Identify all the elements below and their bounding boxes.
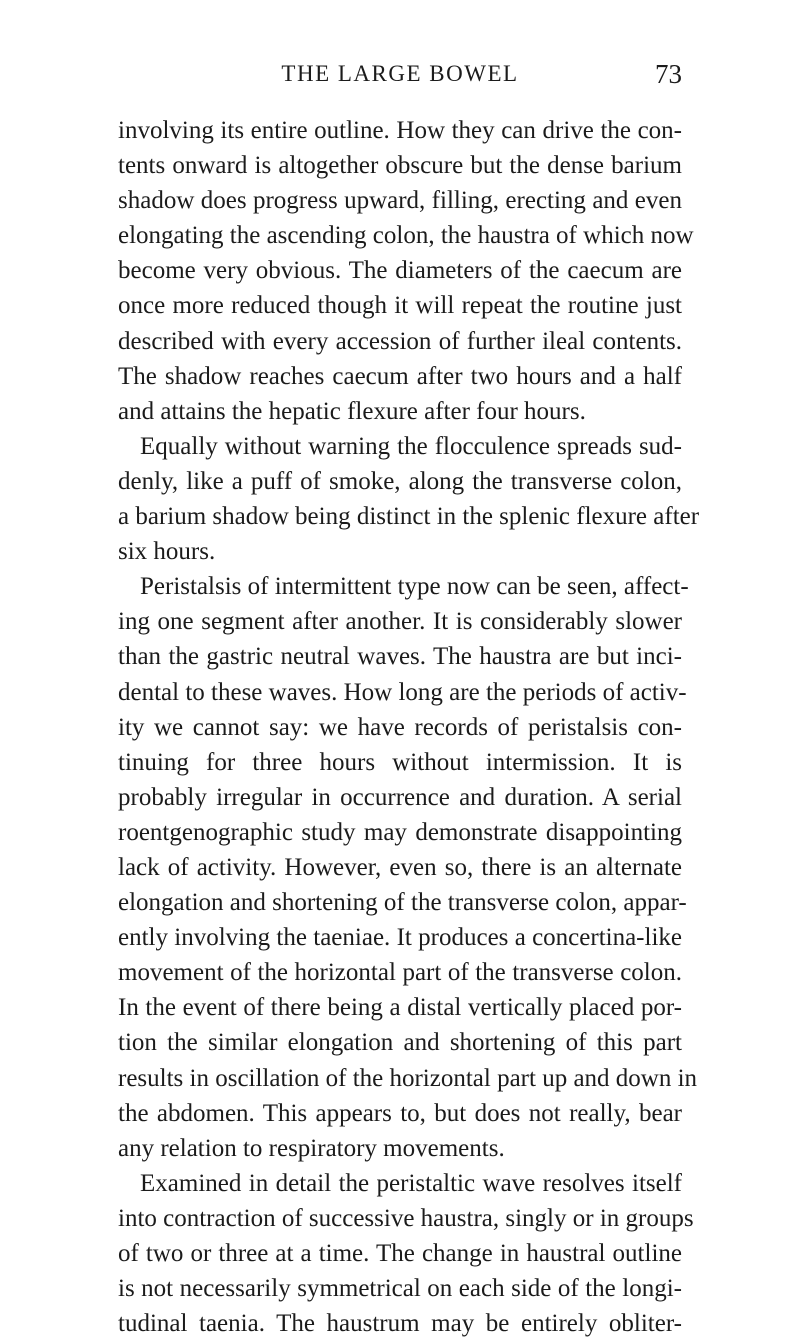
text-line: tudinal taenia. The haustrum may be entirely obliter-: [118, 1310, 682, 1338]
page-number: 73: [655, 59, 682, 89]
text-line: dental to these waves. How long are the periods of activ-: [118, 678, 687, 706]
running-head: [118, 56, 682, 92]
text-line: become very obvious. The diameters of the caecum are: [118, 257, 682, 285]
text-line: described with every accession of further ileal contents.: [118, 327, 682, 355]
text-line: of two or three at a time. The change in haustral outline: [118, 1240, 682, 1267]
text-line: elongating the ascending colon, the haustra of which now: [118, 222, 694, 250]
text-line: six hours.: [118, 538, 216, 566]
text-line: is not necessarily symmetrical on each side of the longi-: [118, 1275, 682, 1303]
text-line: a barium shadow being distinct in the splenic flexure after: [118, 503, 700, 531]
text-line: Peristalsis of intermittent type now can be seen, affect-: [140, 573, 689, 601]
text-line: shadow does progress upward, filling, erecting and even: [118, 187, 682, 215]
text-line: once more reduced though it will repeat the routine just: [118, 292, 682, 320]
text-line: movement of the horizontal part of the transverse colon.: [118, 959, 682, 987]
text-line: In the event of there being a distal vertically placed por-: [118, 994, 682, 1022]
text-line: ently involving the taeniae. It produces a concertina-like: [118, 924, 682, 952]
text-line: ity we cannot say: we have records of peristalsis con-: [118, 713, 682, 741]
text-line: tents onward is altogether obscure but the dense barium: [118, 152, 682, 180]
paragraph: [118, 113, 694, 429]
paragraph: [118, 429, 700, 569]
text-line: and attains the hepatic flexure after four hours.: [118, 397, 586, 425]
text-line: Equally without warning the flocculence spreads sud-: [140, 432, 682, 460]
text-line: involving its entire outline. How they can drive the con-: [118, 117, 682, 144]
text-line: than the gastric neutral waves. The haustra are but inci-: [118, 643, 682, 671]
text-line: results in oscillation of the horizontal part up and down in: [118, 1064, 698, 1092]
text-line: the abdomen. This appears to, but does not really, bear: [118, 1099, 682, 1127]
text-line: any relation to respiratory movements.: [118, 1134, 505, 1162]
paragraph: [118, 569, 698, 1166]
paragraph: [118, 1166, 694, 1341]
text-line: The shadow reaches caecum after two hours and a half: [118, 362, 682, 390]
text-line: Examined in detail the peristaltic wave resolves itself: [140, 1169, 682, 1197]
text-line: tion the similar elongation and shortening of this part: [118, 1029, 682, 1057]
text-line: into contraction of successive haustra, singly or in groups: [118, 1204, 694, 1232]
body-text: [118, 113, 700, 1341]
text-line: roentgenographic study may demonstrate disappointing: [118, 818, 682, 846]
text-line: ing one segment after another. It is considerably slower: [118, 608, 682, 636]
running-title: THE LARGE BOWEL: [281, 61, 519, 86]
text-line: lack of activity. However, even so, there is an alternate: [118, 853, 682, 881]
text-line: elongation and shortening of the transverse colon, appar-: [118, 889, 687, 917]
text-line: tinuing for three hours without intermission. It is: [118, 748, 682, 776]
text-line: probably irregular in occurrence and duration. A serial: [118, 783, 682, 811]
text-line: denly, like a puff of smoke, along the transverse colon,: [118, 467, 682, 495]
